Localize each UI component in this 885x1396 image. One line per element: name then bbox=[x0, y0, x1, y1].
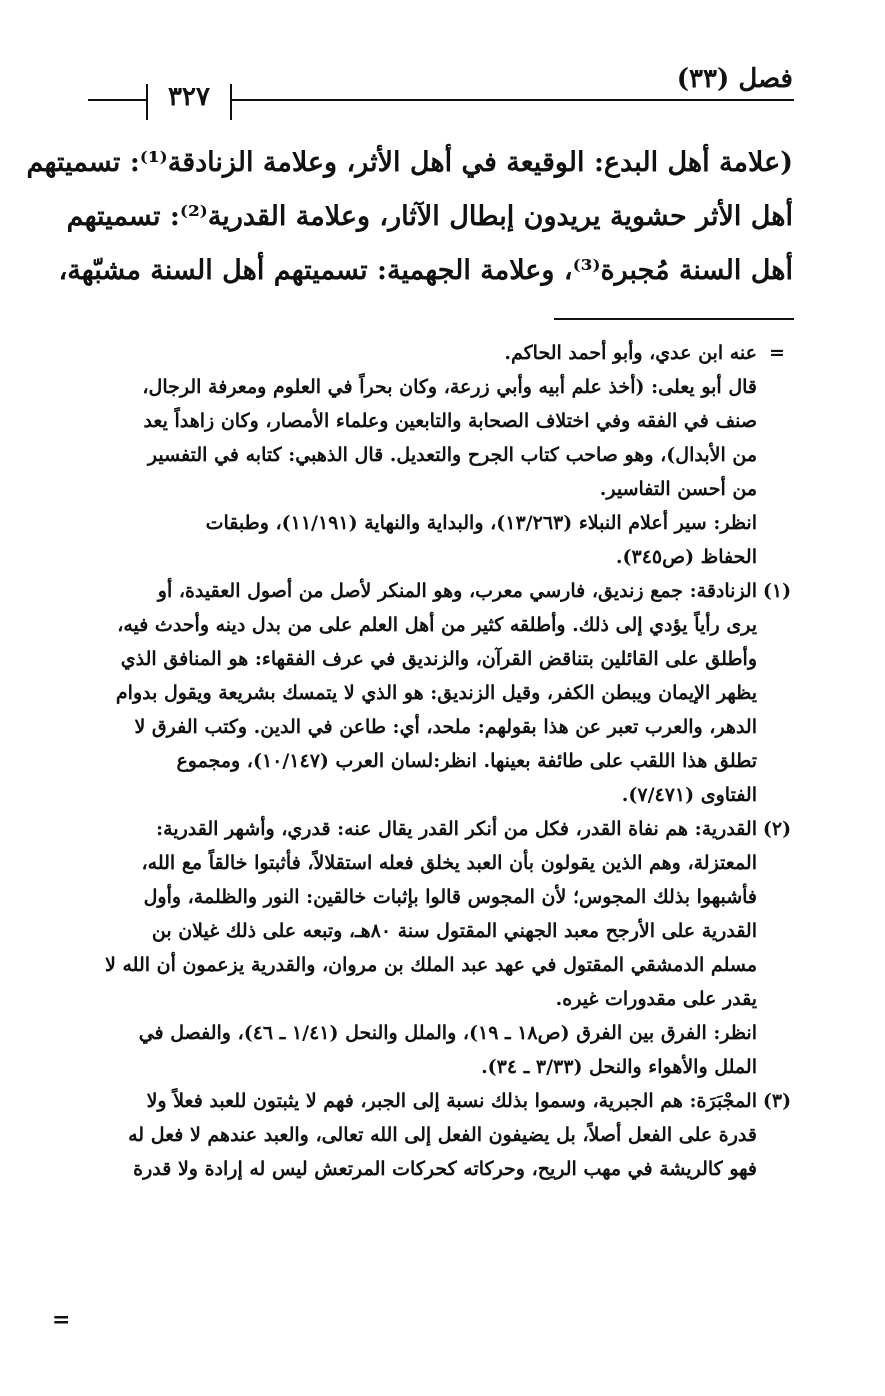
header-rule-right bbox=[232, 99, 794, 101]
footnote-3 bbox=[87, 1084, 793, 1186]
footnote-line: مسلم الدمشقي المقتول في عهد عبد الملك بن مروان، والقدرية يزعمون أن الله لا bbox=[105, 954, 757, 976]
footnote-separator bbox=[554, 318, 794, 320]
header-rule-tick bbox=[230, 84, 232, 120]
footnote-continuation bbox=[87, 336, 793, 370]
footnote-line: يرى رأياً يؤدي إلى ذلك. وأطلقه كثير من أهل العلم على من بدل دينه وأحدث فيه، bbox=[117, 614, 757, 636]
footnote-line: يظهر الإيمان ويبطن الكفر، وقيل الزنديق: هو الذي لا يتمسك بشريعة ويقول بدوام bbox=[115, 682, 757, 704]
footnote-line: القدرية على الأرجح معبد الجهني المقتول سنة ٨٠هـ، وتبعه على ذلك غيلان بن bbox=[151, 920, 757, 942]
footnote-marker: (١) bbox=[762, 580, 792, 602]
continuation-mark: = bbox=[52, 1307, 71, 1333]
footnote-line: فهو كالريشة في مهب الريح، وحركاته كحركات المرتعش ليس له إرادة ولا قدرة bbox=[133, 1158, 757, 1180]
footnote-line: فأشبهوا بذلك المجوس؛ لأن المجوس قالوا بإثبات خالقين: النور والظلمة، وأول bbox=[143, 886, 757, 908]
main-text-line: أهل الأثر حشوية يريدون إبطال الآثار، وعلامة القدرية⁽²⁾: تسميتهم bbox=[66, 201, 793, 232]
footnote-line: الزنادقة: جمع زنديق، فارسي معرب، وهو المنكر لأصل من أصول العقيدة، أو bbox=[157, 580, 757, 602]
footnote-reference bbox=[87, 506, 793, 574]
header-rule-tick bbox=[146, 84, 148, 120]
footnote-marker: = bbox=[769, 342, 785, 364]
page-number: ٣٢٧ bbox=[168, 82, 210, 112]
footnote-line: المعتزلة، وهم الذين يقولون بأن العبد يخلق فعله استقلالاً، فأثبتوا خالقاً مع الله، bbox=[141, 852, 757, 874]
footnote-line: من الأبدال)، وهو صاحب كتاب الجرح والتعديل. قال الذهبي: كتابه في التفسير bbox=[147, 444, 757, 466]
footnote-line: الحفاظ (ص٣٤٥). bbox=[615, 546, 757, 568]
footnote-2 bbox=[87, 812, 793, 1016]
footnote-line: وأطلق على القائلين بتناقض القرآن، والزنديق في عرف الفقهاء: هو المنافق الذي bbox=[120, 648, 757, 670]
footnote-line: قال أبو يعلى: (أخذ علم أبيه وأبي زرعة، وكان بحراً في العلوم ومعرفة الرجال، bbox=[142, 376, 757, 398]
footnote-line: صنف في الفقه وفي اختلاف الصحابة والتابعين وعلماء الأمصار، وكان زاهداً يعد bbox=[143, 410, 757, 432]
main-text-line: (علامة أهل البدع: الوقيعة في أهل الأثر، وعلامة الزنادقة⁽¹⁾: تسميتهم bbox=[26, 147, 793, 178]
main-text bbox=[26, 136, 793, 298]
footnote-line: عنه ابن عدي، وأبو أحمد الحاكم. bbox=[504, 342, 757, 364]
footnote-marker: (٢) bbox=[762, 818, 792, 840]
footnote-line: الملل والأهواء والنحل (٣/٣٣ ـ ٣٤). bbox=[481, 1056, 757, 1078]
main-text-line: أهل السنة مُجبرة⁽³⁾، وعلامة الجهمية: تسميتهم أهل السنة مشبّهة، bbox=[58, 255, 793, 286]
footnote-line: قدرة على الفعل أصلاً، بل يضيفون الفعل إلى الله تعالى، والعبد عندهم لا فعل له bbox=[128, 1124, 757, 1146]
footnote-line: الدهر، والعرب تعبر عن هذا بقولهم: ملحد، أي: طاعن في الدين. وكتب الفرق لا bbox=[134, 716, 757, 738]
footnote-1 bbox=[87, 574, 793, 812]
header-rule-left bbox=[88, 99, 146, 101]
footnote-reference bbox=[87, 1016, 793, 1084]
footnote-line: تطلق هذا اللقب على طائفة بعينها. انظر:لسان العرب (١٠/١٤٧)، ومجموع bbox=[176, 750, 757, 772]
footnote-line: انظر: سير أعلام النبلاء (١٣/٢٦٣)، والبداية والنهاية (١١/١٩١)، وطبقات bbox=[205, 512, 757, 534]
footnotes bbox=[87, 336, 793, 1186]
footnote-line: المجْبَرَة: هم الجبرية، وسموا بذلك نسبة إلى الجبر، فهم لا يثبتون للعبد فعلاً ولا bbox=[146, 1090, 757, 1112]
footnote-paragraph bbox=[87, 370, 793, 506]
footnote-line: انظر: الفرق بين الفرق (ص١٨ ـ ١٩)، والملل والنحل (١/٤١ ـ ٤٦)، والفصل في bbox=[138, 1022, 757, 1044]
footnote-line: الفتاوى (٧/٤٧١). bbox=[621, 784, 757, 806]
footnote-line: القدرية: هم نفاة القدر، فكل من أنكر القدر يقال عنه: قدري، وأشهر القدرية: bbox=[156, 818, 757, 840]
running-title: فصل (٣٣) bbox=[676, 64, 793, 94]
footnote-line: يقدر على مقدورات غيره. bbox=[555, 988, 757, 1010]
footnote-line: من أحسن التفاسير. bbox=[599, 478, 757, 500]
footnote-marker: (٣) bbox=[762, 1090, 792, 1112]
